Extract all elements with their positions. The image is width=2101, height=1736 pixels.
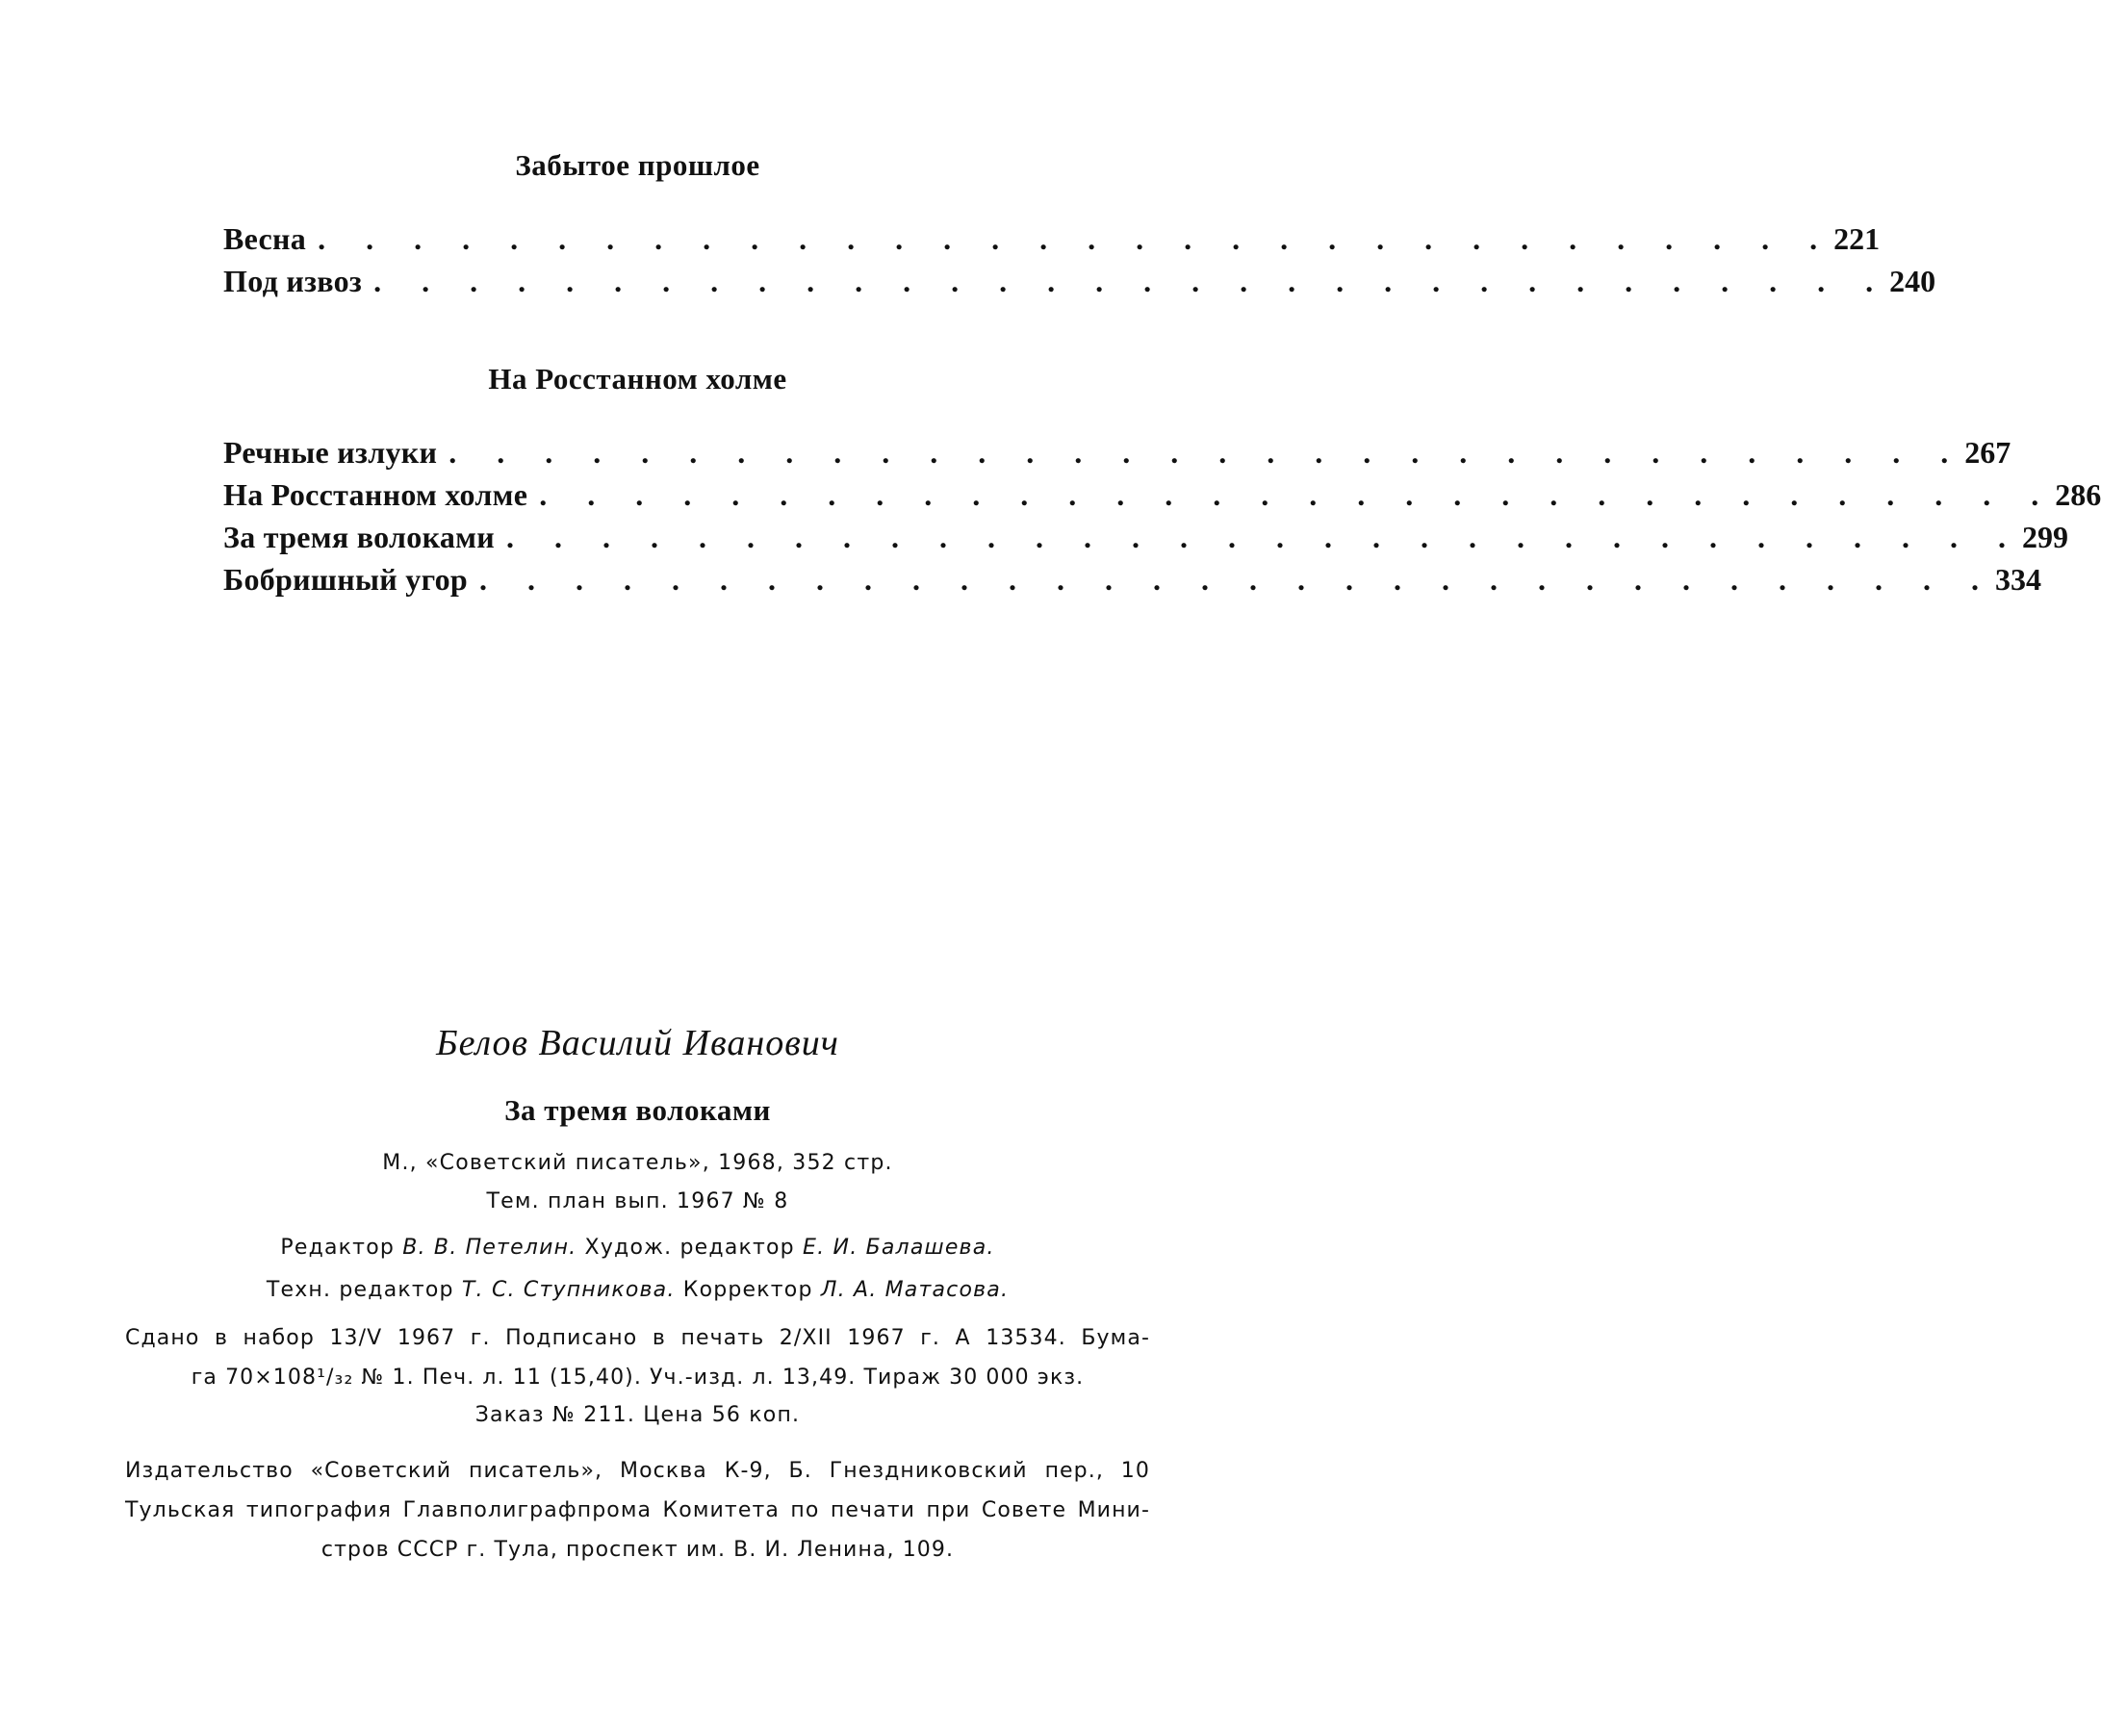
editor-label: Редактор: [280, 1236, 396, 1260]
toc-entry[interactable]: [223, 520, 2068, 562]
art-editor-name: Е. И. Балашева.: [803, 1236, 995, 1260]
colophon-order: Заказ № 211. Цена 56 коп.: [474, 1403, 801, 1427]
proofreader-name: Л. А. Матасова.: [820, 1278, 1010, 1302]
toc-entry-title: Речные излуки: [223, 435, 438, 470]
toc-entry-title: На Росстанном холме: [223, 477, 528, 512]
colophon-publication: М., «Советский писатель», 1968, 352 стр.: [382, 1151, 893, 1175]
printer-line-2: стров СССР г. Тула, проспект им. В. И. Ленина, 109.: [320, 1538, 955, 1562]
toc-entry[interactable]: [223, 477, 2101, 520]
section-title-forgotten-past: Забытое прошлое: [515, 148, 760, 182]
colophon-tech-editors: [0, 1278, 1275, 1302]
toc-leader-dots: . . . . . . . . . . . . . . . . . . . . . . . . . . . . . . . .: [539, 477, 2056, 512]
tech-editor-name: Т. С. Ступникова.: [461, 1278, 676, 1302]
print-line-2: га 70×108¹/₃₂ № 1. Печ. л. 11 (15,40). Уч.-изд. л. 13,49. Тираж 30 000 экз.: [191, 1366, 1085, 1390]
colophon-editors: [0, 1236, 1275, 1260]
toc-entry-page: 299: [2022, 520, 2068, 554]
colophon-author: Белов Василий Иванович: [436, 1023, 839, 1063]
printer-line-1: Тульская типография Главполиграфпрома Комитета по печати при Совете Мини-: [125, 1498, 1150, 1522]
publisher-line: Издательство «Советский писатель», Москва К-9, Б. Гнездниковский пер., 10: [125, 1459, 1150, 1483]
toc-entry[interactable]: [223, 435, 2011, 477]
colophon-print-details: [125, 1326, 1150, 1405]
toc-entry-title: Весна: [223, 221, 307, 256]
toc-leader-dots: . . . . . . . . . . . . . . . . . . . . . . . . . . . . . . . .: [479, 562, 1995, 597]
proofreader-label: Корректор: [682, 1278, 813, 1302]
toc-entry[interactable]: [223, 221, 1881, 264]
colophon-plan: Тем. план вып. 1967 № 8: [486, 1189, 789, 1213]
toc-entry-title: Бобришный угор: [223, 562, 468, 597]
toc-entry-page: 286: [2055, 477, 2101, 512]
print-line-1: Сдано в набор 13/V 1967 г. Подписано в печать 2/XII 1967 г. А 13534. Бума-: [125, 1326, 1150, 1350]
toc-entry[interactable]: [223, 264, 1936, 306]
toc-entry-page: 221: [1833, 221, 1881, 256]
toc-entry-page: 334: [1995, 562, 2041, 597]
editor-name: В. В. Петелин.: [402, 1236, 577, 1260]
toc-leader-dots: . . . . . . . . . . . . . . . . . . . . . . . . . . . . . . . .: [506, 520, 2022, 554]
toc-entry[interactable]: [223, 562, 2041, 604]
toc-leader-dots: . . . . . . . . . . . . . . . . . . . . . . . . . . . . . . . .: [373, 264, 1890, 298]
toc-entry-page: 240: [1889, 264, 1936, 298]
art-editor-label: Худож. редактор: [584, 1236, 795, 1260]
tech-editor-label: Техн. редактор: [266, 1278, 454, 1302]
toc-list-section-2: [223, 435, 2101, 604]
toc-entry-title: За тремя волоками: [223, 520, 495, 554]
colophon-publisher-block: [125, 1459, 1150, 1577]
section-title-rosstanny-hill: На Росстанном холме: [488, 362, 787, 396]
toc-leader-dots: . . . . . . . . . . . . . . . . . . . . . . . . . . . . . . . .: [318, 221, 1834, 256]
toc-entry-page: 267: [1964, 435, 2011, 470]
toc-leader-dots: . . . . . . . . . . . . . . . . . . . . . . . . . . . . . . . .: [448, 435, 1965, 470]
toc-entry-title: Под извоз: [223, 264, 363, 298]
colophon-book-title: За тремя волоками: [504, 1093, 771, 1127]
toc-list-section-1: [223, 221, 1936, 306]
